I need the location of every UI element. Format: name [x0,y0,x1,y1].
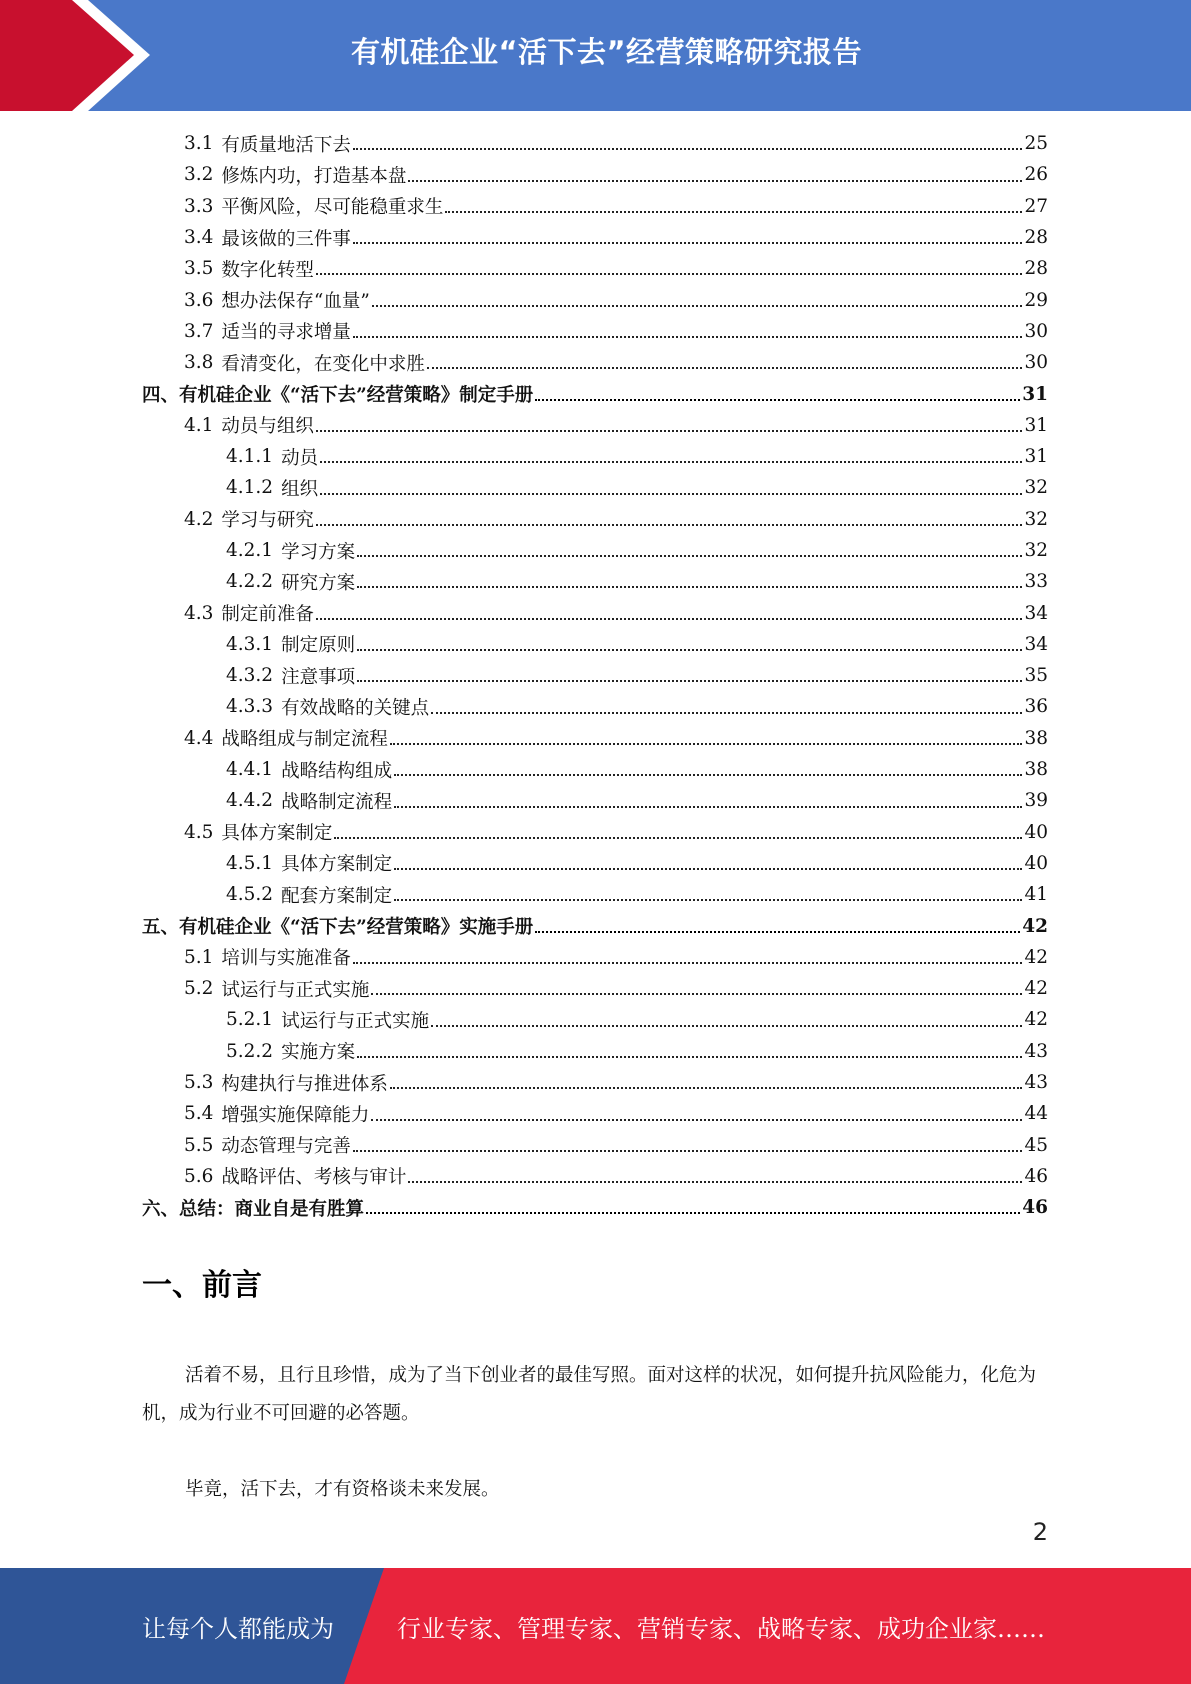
toc-entry-number: 5.2.2 [226,1040,274,1062]
footer-slogan-right: 行业专家、管理专家、营销专家、战略专家、成功企业家…… [397,1614,1045,1643]
toc-entry[interactable] [142,723,1048,754]
toc-entry-title: 研究方案 [281,572,356,594]
toc-entry[interactable] [142,504,1048,535]
section-heading: 一、前言 [142,1268,262,1303]
toc-dot-leader [320,493,1022,495]
toc-entry[interactable] [142,159,1048,190]
toc-entry-page: 32 [1024,477,1048,499]
toc-entry-title: 制定原则 [281,635,356,657]
toc-entry-number: 3.3 [184,195,214,217]
toc-entry[interactable] [142,472,1048,503]
toc-entry[interactable] [142,1067,1048,1098]
toc-entry-number: 3.8 [184,352,214,374]
toc-entry-title: 有效战略的关键点 [281,697,430,719]
toc-entry-number: 4.4.1 [226,759,274,781]
toc-dot-leader [390,743,1023,745]
toc-entry[interactable] [142,879,1048,910]
toc-entry-number: 4.3.1 [226,633,274,655]
toc-entry-page: 40 [1024,821,1048,843]
toc-dot-leader [535,931,1020,933]
toc-entry-title: 制定前准备 [221,604,314,626]
toc-entry-page: 43 [1024,1072,1048,1094]
toc-dot-leader [371,1119,1022,1121]
toc-entry-number: 4.5 [184,821,214,843]
toc-entry-title: 五、有机硅企业《“活下去”经营策略》实施手册 [142,917,534,939]
toc-entry[interactable] [142,1036,1048,1067]
toc-dot-leader [390,1087,1023,1089]
toc-entry-page: 34 [1024,633,1048,655]
toc-entry-number: 3.6 [184,289,214,311]
toc-dot-leader [357,555,1022,557]
toc-entry[interactable] [142,566,1048,597]
toc-entry[interactable] [142,410,1048,441]
toc-entry-title: 动态管理与完善 [221,1136,351,1158]
toc-dot-leader [353,242,1023,244]
toc-entry-number: 4.2.1 [226,540,274,561]
toc-entry-title: 适当的寻求增量 [221,322,351,344]
toc-entry[interactable] [142,597,1048,628]
toc-entry[interactable] [142,1161,1048,1192]
page-header [0,0,1191,111]
toc-entry-page: 42 [1022,915,1048,937]
toc-entry-page: 31 [1022,383,1048,405]
toc-entry-page: 25 [1024,133,1048,155]
toc-entry[interactable] [142,441,1048,472]
toc-dot-leader [353,962,1023,964]
toc-dot-leader [334,837,1022,839]
toc-dot-leader [316,618,1023,620]
toc-entry-title: 试运行与正式实施 [221,979,370,1001]
toc-entry-page: 31 [1024,414,1048,436]
toc-dot-leader [431,1025,1022,1027]
paragraph: 毕竟，活下去，才有资格谈未来发展。 [185,1479,500,1500]
toc-dot-leader [353,336,1023,338]
toc-entry-page: 26 [1024,164,1048,186]
toc-entry-number: 3.1 [184,133,214,155]
toc-entry[interactable] [142,191,1048,222]
toc-dot-leader [357,1056,1022,1058]
toc-entry-page: 33 [1024,571,1048,593]
toc-entry-title: 具体方案制定 [221,823,333,845]
toc-entry-title: 最该做的三件事 [221,228,351,250]
toc-entry-title: 六、总结：商业自是有胜算 [142,1198,365,1220]
toc-entry-number: 5.6 [184,1165,214,1187]
toc-entry[interactable] [142,1192,1048,1223]
toc-entry[interactable] [142,973,1048,1004]
toc-entry-number: 5.1 [184,946,214,968]
toc-entry[interactable] [142,1004,1048,1035]
document-title: 有机硅企业“活下去”经营策略研究报告 [350,34,863,69]
toc-dot-leader [431,712,1022,714]
toc-entry-page: 32 [1024,508,1048,530]
toc-entry-page: 46 [1022,1197,1048,1219]
toc-entry-page: 35 [1024,665,1048,687]
toc-dot-leader [408,1181,1022,1183]
toc-entry-title: 战略制定流程 [281,791,393,813]
toc-entry[interactable] [142,754,1048,785]
toc-entry-page: 29 [1024,289,1048,311]
toc-entry-title: 培训与实施准备 [221,948,351,970]
toc-entry-page: 28 [1024,227,1048,249]
toc-entry-number: 4.1 [184,414,214,436]
toc-entry-number: 5.4 [184,1103,214,1125]
toc-entry-number: 4.4 [184,727,214,749]
toc-entry-number: 5.2.1 [226,1009,274,1031]
toc-dot-leader [427,367,1023,369]
toc-entry-title: 战略评估、考核与审计 [221,1167,407,1189]
toc-entry-page: 30 [1024,352,1048,374]
toc-entry-number: 4.5.2 [226,884,274,906]
toc-entry[interactable] [142,942,1048,973]
toc-entry[interactable] [142,535,1048,566]
toc-entry[interactable] [142,785,1048,816]
toc-entry-title: 动员与组织 [221,416,314,438]
toc-entry-page: 43 [1024,1040,1048,1062]
toc-entry-page: 30 [1024,320,1048,342]
toc-dot-leader [357,649,1022,651]
toc-entry[interactable] [142,347,1048,378]
toc-entry-number: 4.1.1 [226,446,274,468]
toc-entry-title: 修炼内功，打造基本盘 [221,165,407,187]
toc-entry-page: 45 [1024,1134,1048,1156]
toc-entry-number: 4.3.2 [226,665,274,687]
toc-dot-leader [371,993,1022,995]
toc-entry-title: 具体方案制定 [281,854,393,876]
toc-entry-title: 配套方案制定 [281,885,393,907]
toc-dot-leader [394,868,1022,870]
toc-dot-leader [408,180,1022,182]
toc-dot-leader [394,899,1022,901]
toc-dot-leader [394,774,1022,776]
toc-entry-page: 38 [1024,727,1048,749]
table-of-contents [142,128,1048,1223]
toc-entry-number: 3.2 [184,164,214,186]
toc-entry-title: 试运行与正式实施 [281,1010,430,1032]
toc-entry-number: 4.3.3 [226,696,274,718]
toc-entry-page: 38 [1024,759,1048,781]
toc-entry-title: 构建执行与推进体系 [221,1073,388,1095]
toc-entry-title: 数字化转型 [221,259,314,281]
toc-entry-number: 3.4 [184,227,214,249]
toc-dot-leader [357,586,1022,588]
toc-dot-leader [353,148,1023,150]
toc-entry-title: 平衡风险，尽可能稳重求生 [221,197,444,219]
toc-entry[interactable] [142,316,1048,347]
toc-entry[interactable] [142,691,1048,722]
toc-entry-title: 组织 [281,478,319,500]
toc-entry-page: 42 [1024,946,1048,968]
toc-dot-leader [316,273,1023,275]
toc-entry-number: 4.2 [184,508,214,530]
toc-entry-page: 28 [1024,258,1048,280]
footer-slogan-left: 让每个人都能成为 [142,1614,334,1643]
toc-entry-number: 4.2.2 [226,571,274,593]
toc-entry-title: 学习方案 [281,541,356,563]
toc-entry[interactable] [142,128,1048,159]
toc-dot-leader [357,680,1022,682]
toc-entry-page: 42 [1024,978,1048,1000]
toc-entry-title: 战略组成与制定流程 [221,729,388,751]
toc-entry[interactable] [142,253,1048,284]
paragraph: 活着不易，且行且珍惜，成为了当下创业者的最佳写照。面对这样的状况，如何提升抗风险能力，化危为机，成为行业不可回避的必答题。 [142,1365,1037,1424]
toc-entry[interactable] [142,1098,1048,1129]
toc-entry[interactable] [142,848,1048,879]
toc-entry-title: 增强实施保障能力 [221,1104,370,1126]
toc-entry-title: 学习与研究 [221,510,314,532]
toc-entry-number: 4.5.1 [226,852,274,874]
toc-entry-number: 3.5 [184,258,214,280]
page-footer [0,1568,1191,1684]
toc-entry-number: 4.1.2 [226,477,274,499]
toc-entry-number: 3.7 [184,320,214,342]
toc-entry-number: 5.3 [184,1072,214,1094]
toc-entry-title: 有质量地活下去 [221,134,351,156]
toc-dot-leader [316,430,1023,432]
toc-entry[interactable] [142,629,1048,660]
toc-entry[interactable] [142,660,1048,691]
toc-entry-page: 42 [1024,1009,1048,1031]
toc-entry-title: 看清变化，在变化中求胜 [221,353,425,375]
toc-dot-leader [372,305,1023,307]
toc-dot-leader [316,524,1023,526]
toc-entry-number: 5.2 [184,978,214,1000]
toc-entry-page: 31 [1024,446,1048,468]
toc-entry-number: 5.5 [184,1134,214,1156]
toc-entry[interactable] [142,222,1048,253]
toc-dot-leader [320,461,1022,463]
toc-entry-page: 44 [1024,1103,1048,1125]
toc-entry-number: 4.4.2 [226,790,274,812]
toc-entry-page: 41 [1024,884,1048,906]
toc-entry-page: 39 [1024,790,1048,812]
toc-entry[interactable] [142,284,1048,315]
toc-entry-page: 34 [1024,602,1048,624]
toc-entry-title: 战略结构组成 [281,760,393,782]
toc-entry-title: 想办法保存“血量” [221,291,370,313]
toc-entry[interactable] [142,1130,1048,1161]
toc-dot-leader [394,806,1022,808]
toc-entry-title: 实施方案 [281,1042,356,1064]
toc-entry-page: 40 [1024,852,1048,874]
toc-entry-page: 27 [1024,195,1048,217]
toc-entry-page: 32 [1024,540,1048,561]
toc-dot-leader [445,211,1022,213]
toc-entry-page: 46 [1024,1165,1048,1187]
toc-dot-leader [535,399,1020,401]
toc-entry-page: 36 [1024,696,1048,718]
toc-dot-leader [353,1150,1023,1152]
toc-dot-leader [366,1212,1020,1214]
toc-entry[interactable] [142,378,1048,409]
toc-entry[interactable] [142,817,1048,848]
toc-entry[interactable] [142,910,1048,941]
toc-entry-title: 动员 [281,447,319,469]
toc-entry-title: 四、有机硅企业《“活下去”经营策略》制定手册 [142,385,534,407]
toc-entry-number: 4.3 [184,602,214,624]
toc-entry-title: 注意事项 [281,666,356,688]
page-number: 2 [1032,1518,1048,1546]
